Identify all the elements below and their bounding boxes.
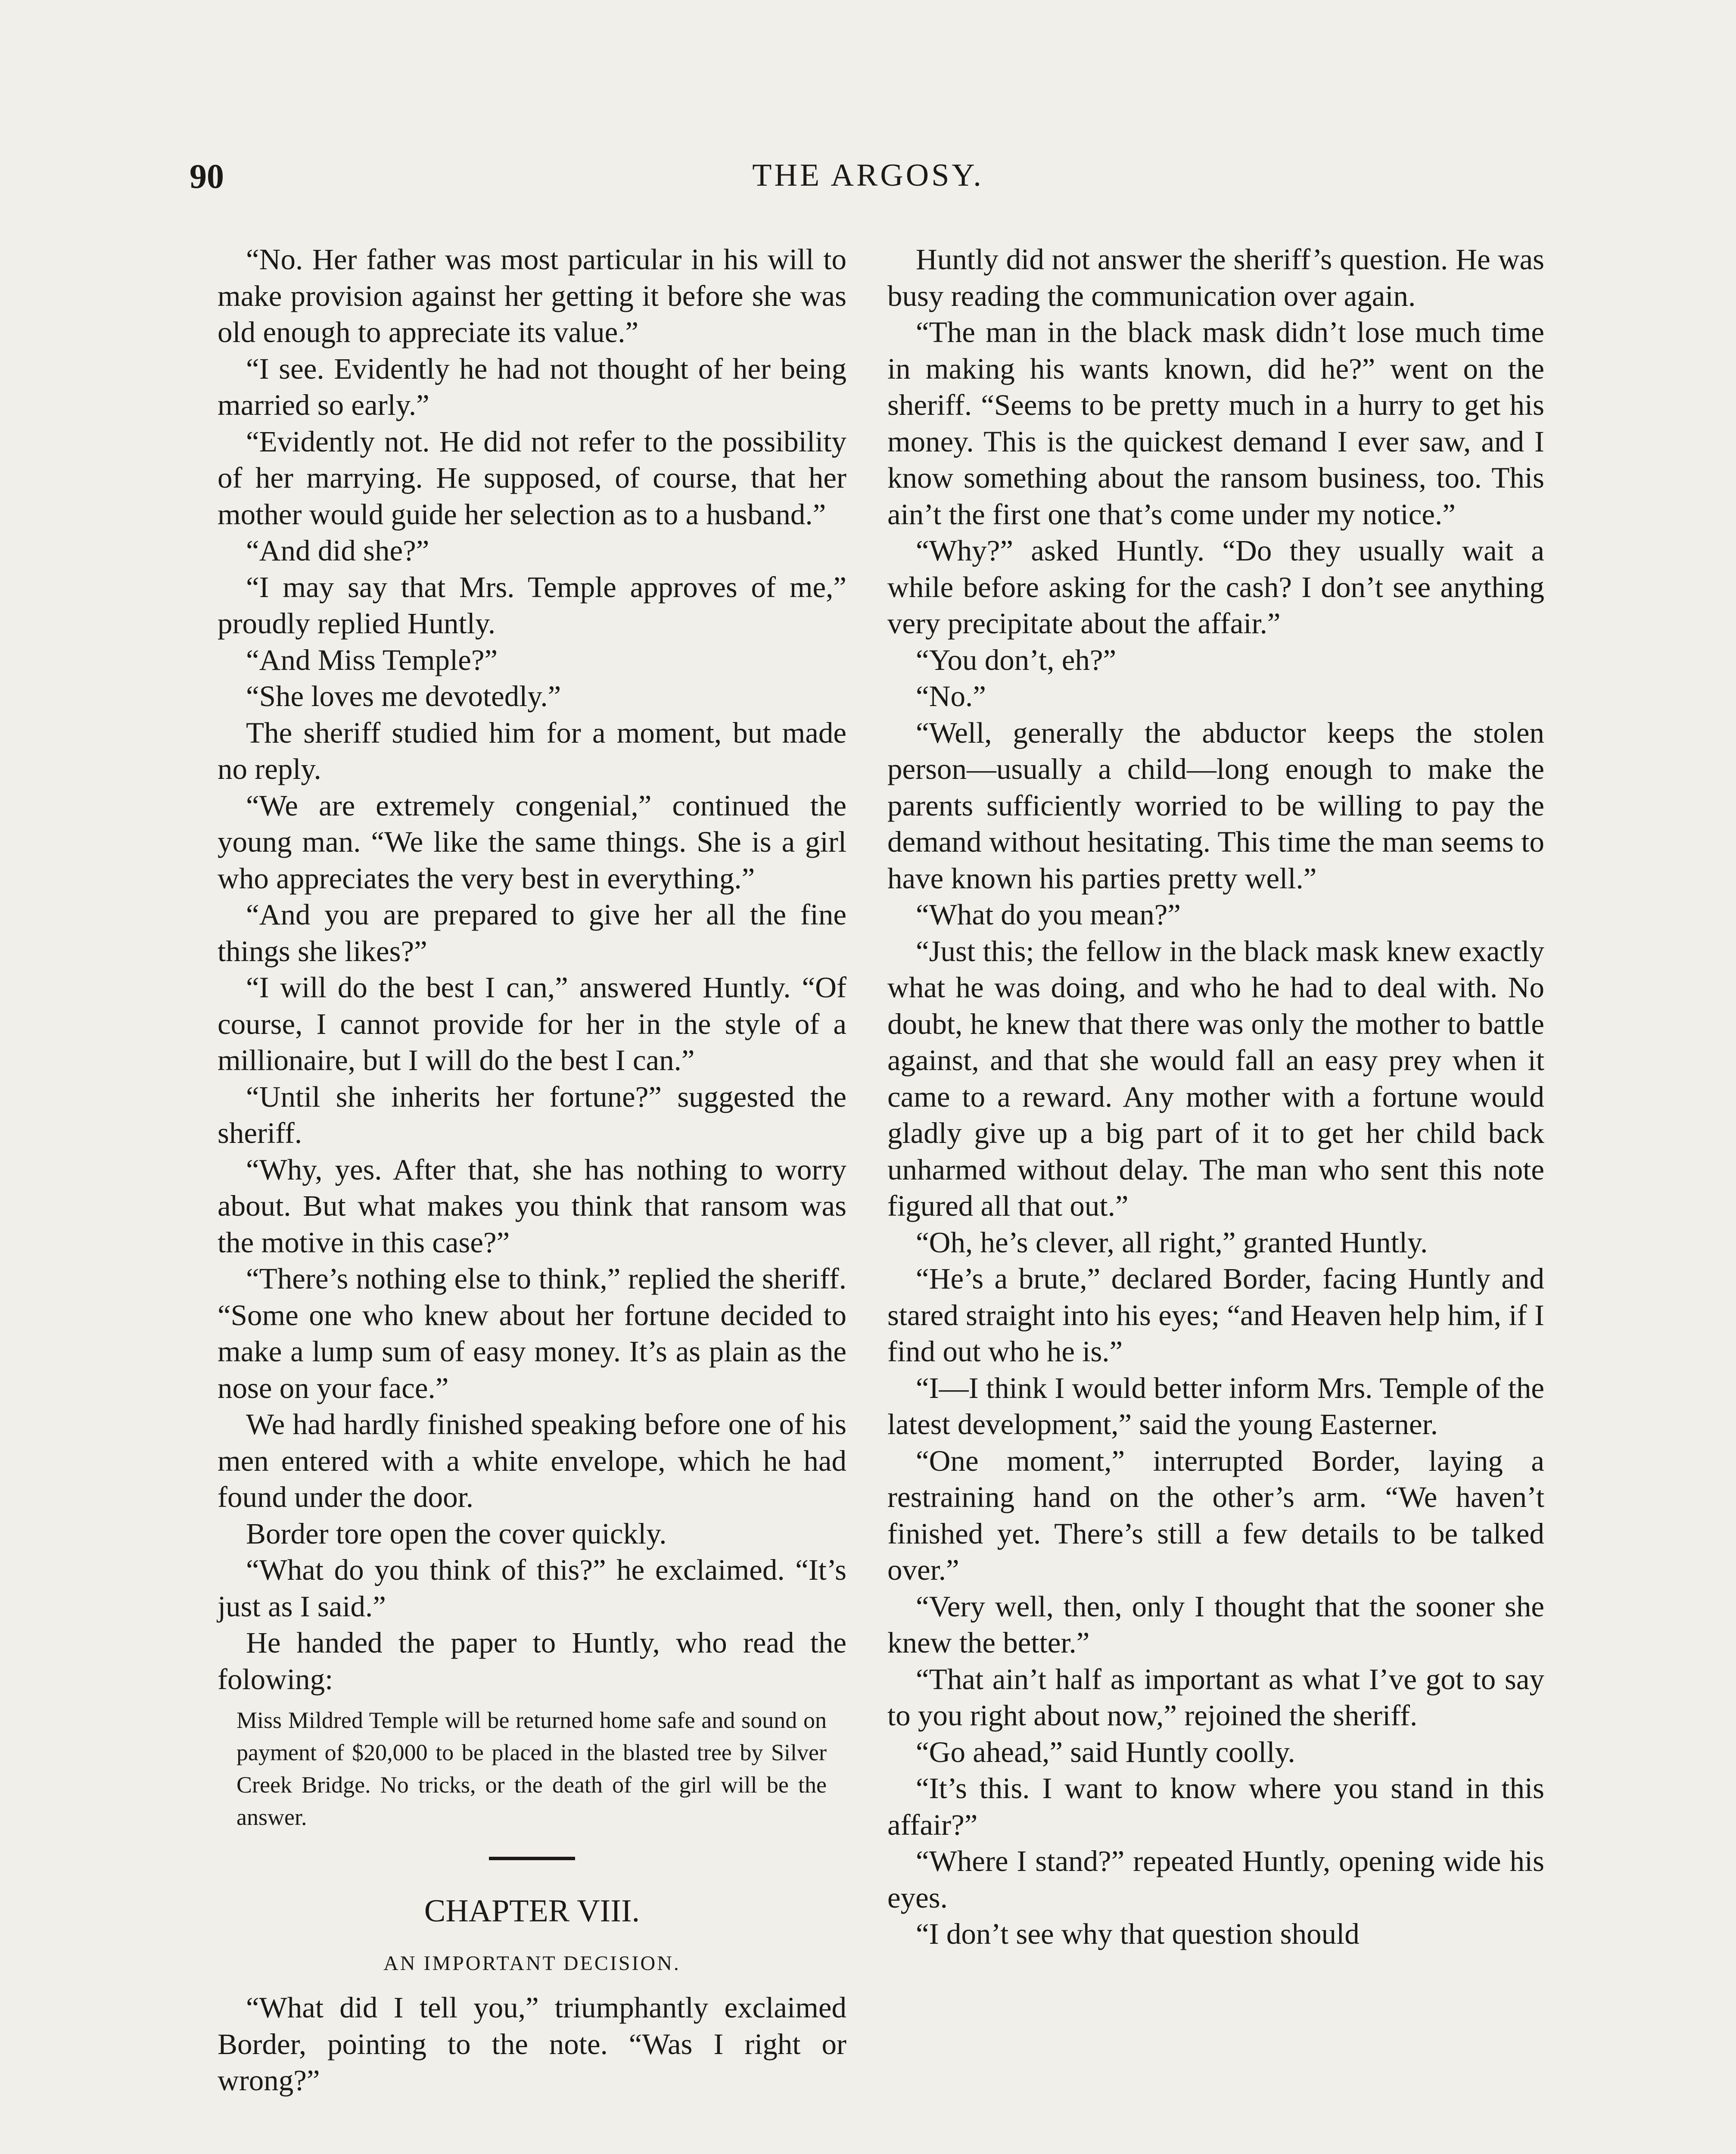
paragraph: “No.” (916, 680, 986, 713)
paragraph: “And did she?” (246, 534, 429, 567)
paragraph: We had hardly finished speaking before one of his men entered with a white envelope, which he had found under the door. (218, 1408, 846, 1513)
paragraph: “The man in the black mask didn’t lose much time in making his wants known, did he?” went on the sheriff. “Seems to be pretty much in a hurry to get his money. This is the quickest demand I ever saw, and I know something about the ransom business, too. This ain’t the first one that’s come under my notice.” (887, 316, 1544, 531)
paragraph: “One moment,” interrupted Border, laying a restraining hand on the other’s arm. “We haven’t finished yet. There’s still a few details to be talked over.” (887, 1444, 1544, 1586)
paragraph: “I see. Evidently he had not thought of her being married so early.” (218, 352, 846, 421)
chapter-title: CHAPTER VIII. (424, 1893, 640, 1929)
paragraph: “No. Her father was most particular in his will to make provision against her getting it before she was old enough to appreciate its value.” (218, 243, 846, 349)
paragraph: “And Miss Temple?” (246, 643, 498, 676)
paragraph: The sheriff studied him for a moment, but made no reply. (218, 716, 846, 785)
paragraph: Border tore open the cover quickly. (246, 1517, 667, 1550)
page-header (190, 157, 1546, 205)
paragraph: “Very well, then, only I thought that the sooner she knew the better.” (887, 1590, 1544, 1659)
paragraph: “Where I stand?” repeated Huntly, opening wide his eyes. (887, 1845, 1544, 1914)
paragraph: “I—I think I would better inform Mrs. Temple of the latest development,” said the young Easterner. (887, 1371, 1544, 1441)
paragraph: “Why, yes. After that, she has nothing to worry about. But what makes you think that ransom was the motive in this case?” (218, 1153, 846, 1259)
paragraph: “What do you mean?” (916, 898, 1181, 931)
left-column-text (218, 241, 846, 1697)
paragraph: “There’s nothing else to think,” replied the sheriff. “Some one who knew about her fortune decided to make a lump sum of easy money. It’s as plain as the nose on your face.” (218, 1262, 846, 1404)
chapter-subtitle: AN IMPORTANT DECISION. (383, 1952, 681, 1975)
paragraph: “He’s a brute,” declared Border, facing Huntly and stared straight into his eyes; “and Heaven help him, if I find out who he is.” (887, 1262, 1544, 1368)
paragraph: “We are extremely congenial,” continued the young man. “We like the same things. She is a girl who appreciates the very best in everything.” (218, 789, 846, 895)
paragraph: “She loves me devotedly.” (246, 680, 561, 713)
paragraph: “I don’t see why that question should (916, 1917, 1360, 1950)
right-column-text (887, 241, 1544, 1952)
paragraph: “What do you think of this?” he exclaimed. “It’s just as I said.” (218, 1553, 846, 1623)
paragraph: “Evidently not. He did not refer to the possibility of her marrying. He supposed, of course, that her mother would guide her selection as to a husband.” (218, 425, 846, 531)
paragraph: “You don’t, eh?” (916, 643, 1117, 676)
paragraph: “Just this; the fellow in the black mask knew exactly what he was doing, and who he had to deal with. No doubt, he knew that there was only the mother to battle against, and that she would fall an easy prey when it came to a reward. Any mother with a fortune would gladly give up a big part of it to get her child back unharmed without delay. The man who sent this note figured all that out.” (887, 934, 1544, 1222)
paragraph: “Go ahead,” said Huntly coolly. (916, 1735, 1295, 1768)
page-number: 90 (190, 158, 224, 196)
paragraph: “Why?” asked Huntly. “Do they usually wait a while before asking for the cash? I don’t see anything very precipitate about the affair.” (887, 534, 1544, 640)
paragraph: “And you are prepared to give her all the fine things she likes?” (218, 898, 846, 968)
paragraph: “Oh, he’s clever, all right,” granted Huntly. (916, 1226, 1428, 1259)
paragraph: “That ain’t half as important as what I’ve got to say to you right about now,” rejoined the sheriff. (887, 1662, 1544, 1732)
paragraph: “It’s this. I want to know where you stand in this affair?” (887, 1772, 1544, 1841)
section-divider (489, 1857, 575, 1860)
paragraph: “I may say that Mrs. Temple approves of me,” proudly replied Huntly. (218, 570, 846, 640)
paragraph: “What did I tell you,” triumphantly exclaimed Border, pointing to the note. “Was I right or wrong?” (218, 1991, 846, 2097)
chapter-opening-text (218, 1989, 846, 2099)
paragraph: “I will do the best I can,” answered Huntly. “Of course, I cannot provide for her in the style of a millionaire, but I will do the best I can.” (218, 971, 846, 1077)
left-column (218, 241, 846, 2099)
right-column (887, 241, 1544, 1952)
paragraph: “Well, generally the abductor keeps the stolen person—usually a child—long enough to make the parents sufficiently worried to be willing to pay the demand without hesitating. This time the man seems to have known his parties pretty well.” (887, 716, 1544, 895)
paragraph: He handed the paper to Huntly, who read the folowing: (218, 1626, 846, 1696)
running-title: THE ARGOSY. (752, 158, 984, 193)
paragraph: “Until she inherits her fortune?” suggested the sheriff. (218, 1080, 846, 1149)
paragraph: Huntly did not answer the sheriff’s question. He was busy reading the communication over again. (887, 243, 1544, 312)
ransom-note: Miss Mildred Temple will be returned home safe and sound on payment of $20,000 to be placed in the blasted tree by Silver Creek Bridge. No tricks, or the death of the girl will be the answer. (236, 1707, 827, 1830)
